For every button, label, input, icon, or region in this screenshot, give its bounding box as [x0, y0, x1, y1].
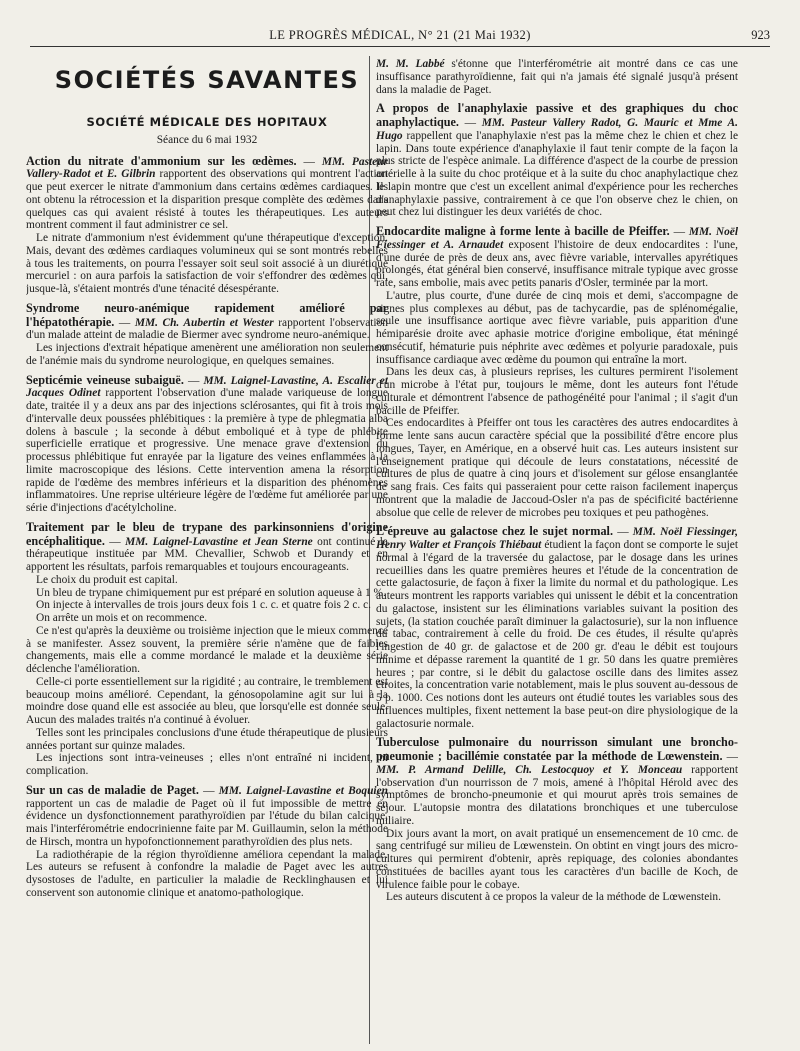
article-authors: MM. Pasteur Vallery Radot, G. Mauric et Mme A. Hugo [376, 117, 738, 142]
article [26, 784, 388, 900]
article-paragraph: Action du nitrate d'ammonium sur les œdèmes. — MM. Pasteur Vallery-Radot et E. Gilbrin rapportent des observations qui montrent l'action que peut exercer le nitrate d'ammonium dans certains œdèmes cardiaques. Ils ont obtenu la rétrocession et la disparition presque complète des œdèmes dans quelques cas qui avaient résisté à toutes les thérapeutiques. Les auteurs montrent comment il faut administrer ce sel. [26, 153, 388, 232]
article-paragraph [26, 574, 388, 587]
article-paragraph [376, 417, 738, 519]
article [26, 155, 388, 296]
paragraph-text: s'étonne que l'interférométrie ait montré dans ce cas une insuffisance parathyroïdienne, fait qui n'a jamais été signalé jusqu'à présent dans la maladie de Paget. [376, 58, 738, 96]
paragraph-text: étudient la façon dont se comporte le sujet normal à l'égard de la traversée du galactose, par le dosage dans les urines recueillies dans les quatre premières heures et l'étude de la concentration de cette galactosurie, de façon à fixer la limite du normal et du pathologique. Les auteurs montrent les rapports variables qui unissent le débit et la concentration du galactose, insistent sur les éliminations variables suivant la position des sujets, (la station couchée paraît diminuer la galactosurie), sur la non influence du tabac, contrairement à celle du froid. De ces études, il résulte qu'après l'ingestion de 40 gr. de galactose et de 200 gr. d'eau le débit est toujours minime et dépasse rarement la quantité de 1 gr. 50 dans les quatre premières heures ; par contre, si le débit du galactose oscille dans des limites assez étroites, la concentration varie notablement, mais le plus souvent au-dessous de 5 p. 1000. Ces notions dont les auteurs ont étudié toutes les variables sous des influences multiples, fixent nettement la base peut-on dire physiologique de la galactosurie normale. [376, 539, 738, 730]
article-paragraph [26, 599, 388, 612]
paragraph-text: rapportent l'observation d'une malade variqueuse de longue date, traitée il y a deux ans par des injections sclérosantes, qui fit à trois mois d'intervalle deux poussées phlébitiques : la première à type de phlegmatia alba dolens à bascule ; la seconde à début emboliqué et à type de phlébite superficielle erratique et progressive. Une menace grave d'extension du processus phlébitique fut enrayée par la ligature des veines enflammées à la limite macroscopique des lésions. Cette intervention amena la résorption rapide de l'œdème des membres inférieurs et la disparition des phénomènes inflammatoires. Une reprise ultérieure légère de l'œdème fut améliorée par une série d'injections d'acétylcholine. [26, 387, 388, 514]
article-paragraph [376, 290, 738, 367]
article-authors: MM. Laignel-Lavastine et Boquien [218, 784, 388, 797]
article-title: Septicémie veineuse subaiguë. [26, 372, 184, 387]
article-paragraph [376, 366, 738, 417]
paragraph-text: Celle-ci porte essentiellement sur la rigidité ; au contraire, le tremblement est beaucoup moins amélioré. Cependant, la génosopolamine agit sur lui à la moindre dose quand elle est associée au bleu, que lorsqu'elle est donnée seule. Aucun des malades traités n'a continué à évoluer. [26, 675, 388, 726]
article-authors: MM. Ch. Aubertin et Wester [134, 316, 274, 329]
paragraph-text: Le nitrate d'ammonium n'est évidemment qu'une thérapeutique d'exception. Mais, devant des œdèmes cardiaques volumineux qui se sont montrés rebelles à tous les traitements, on pourra l'essayer soit seul soit associé à un diurétique mercuriel : on aura parfois la satisfaction de voir s'effondrer des œdèmes qui, jusque-là, s'étaient montrés d'une ténacité désespérante. [26, 232, 388, 295]
article-paragraph: L'épreuve au galactose chez le sujet normal. — MM. Noël Fiessinger, Henry Walter et François Thiébaut étudient la façon dont se comporte le sujet normal à l'égard de la traversée du galactose, par le dosage dans les urines recueillies dans les quatre premières heures et l'étude de la concentration de cette galactosurie, de façon à fixer la limite du normal et du pathologique. Les auteurs montrent les rapports variables qui unissent le débit et la concentration du galactose, insistent sur les éliminations variables suivant la position des sujets, (la station couchée paraît diminuer la galactosurie), sur la non influence du tabac, contrairement à celle du froid. De ces études, il résulte qu'après l'ingestion de 40 gr. de galactose et de 200 gr. d'eau le débit est toujours minime et dépasse rarement la quantité de 1 gr. 50 dans les quatre premières heures ; par contre, si le débit du galactose oscille dans des limites assez étroites, la concentration varie notablement, mais le plus souvent au-dessous de 5 p. 1000. Ces notions dont les auteurs ont étudié toutes les variables sous des influences multiples, fixent nettement la base peut-on dire physiologique de la galactosurie normale. [376, 524, 738, 730]
article-paragraph: Septicémie veineuse subaiguë. — MM. Laignel-Lavastine, A. Escalier et Jacques Odinet rapportent l'observation d'une malade variqueuse de longue date, traitée il y a deux ans par des injections sclérosantes, qui fit à trois mois d'intervalle deux poussées phlébitiques : la première à type de phlegmatia alba dolens à bascule ; la seconde à début emboliqué et à type de phlébite superficielle erratique et progressive. Une menace grave d'extension du processus phlébitique fut enrayée par la ligature des veines enflammées à la limite macroscopique des lésions. Cette intervention amena la résorption rapide de l'œdème des membres inférieurs et la disparition des phénomènes inflammatoires. Une reprise ultérieure légère de l'œdème fut améliorée par une série d'injections d'acétylcholine. [26, 372, 388, 514]
article-paragraph [376, 891, 738, 904]
paragraph-text: On injecte à intervalles de trois jours deux fois 1 c. c. et quatre fois 2 c. c. [36, 599, 371, 612]
session-date: Séance du 6 mai 1932 [156, 133, 258, 146]
article-paragraph: Traitement par le bleu de trypane des parkinsonniens d'origine encéphalitique. — MM. Laignel-Lavastine et Jean Sterne ont continué la thérapeutique instituée par MM. Chevallier, Schwob et Durandy et en apportent les résultats, parfois remarquables et toujours encourageants. [26, 519, 388, 573]
running-header [30, 28, 770, 47]
article-authors: MM. Pasteur Vallery-Radot et E. Gilbrin [26, 155, 388, 181]
article [26, 521, 388, 778]
article-authors: MM. Noël Fiessinger, Henry Walter et François Thiébaut [376, 526, 738, 551]
article-paragraph [26, 849, 388, 900]
paragraph-text: rappellent que l'anaphylaxie n'est pas la même chez le chien et chez le lapin. Dans toute expérience d'anaphylaxie il faut tenir compte de la façon la plus stricte de l'espèce animale. La différence d'aspect de la courbe de pression artérielle à la suite du choc protéique et à la suite du choc anaphylactique chez le lapin montre que c'est un excellent animal d'expérience pour les recherches d'anaphylaxie passive, contrairement à ce que l'on observe chez le chien, on peut chez lui distinguer les deux variétés de choc. [376, 129, 738, 219]
page-number: 923 [751, 28, 770, 42]
paragraph-text: Le choix du produit est capital. [36, 573, 178, 586]
paragraph-text: Ces endocardites à Pfeiffer ont tous les caractères des autres endocardites à forme lente sans aucun caractère spécial que la possibilité d'être encore plus longues, Tayer, en Amérique, en a observé huit cas. Les auteurs insistent sur l'enseignement pratique qui découle de leurs constatations, nécessité de cultures de plus de quatre à cinq jours et d'isolement sur gélose ensanglantée de sang frais. Ces faits qui passeraient pour cette raison facilement inaperçus montrent que la maladie de Jaccoud-Osler n'a pas de spécificité bactérienne absolue que celle de relever de microbes peu toxiques et peu pathogènes. [376, 417, 738, 519]
article [376, 525, 738, 730]
article-paragraph: Syndrome neuro-anémique rapidement amélioré par l'hépatothérapie. — MM. Ch. Aubertin et Wester rapportent l'observation d'un malade atteint de maladie de Biermer avec syndrome neuro-anémique. [26, 300, 388, 342]
article-paragraph: Sur un cas de maladie de Paget. — MM. Laignel-Lavastine et Boquien rapportent un cas de maladie de Paget où il fut impossible de mettre en évidence un dysfonctionnement parathyroïdien par l'étude du bilan calcique, mais l'interférométrie endocrinienne faite par M. Guillaumin, selon la méthode de Hirsch, montra un hypofonctionnement parathyroïdien des plus nets. [26, 782, 388, 848]
article-paragraph [26, 625, 388, 676]
article-paragraph: Tuberculose pulmonaire du nourrisson simulant une broncho-pneumonie ; bacillémie constatée par la méthode de Lœwenstein. — MM. P. Armand Delille, Ch. Lestocquoy et Y. Monceau rapportent l'observation d'un nourrisson de 7 mois, amené à l'hôpital Hérold avec des symptômes de broncho-pneumonie et qui mourut après trois semaines de séjour. L'autopsie montra des dilatations bronchiques et une tuberculose miliaire. [376, 735, 738, 827]
paragraph-text: exposent l'histoire de deux endocardites : l'une, d'une durée de près de deux ans, avec fièvre variable, intervalles apyrétiques prolongés, état général bien conservé, insuffisance mitrale typique avec grosse rate, sans embolie, mais avec petits panaris d'Osler, terminée par la mort. [376, 238, 738, 289]
article [26, 302, 388, 368]
article-authors: M. M. Labbé [376, 58, 445, 70]
article-authors: MM. Laignel-Lavastine et Jean Sterne [125, 535, 313, 548]
article-authors: MM. Noël Fiessinger et A. Arnaudet [376, 226, 738, 251]
section-title: SOCIÉTÉS SAVANTES [54, 66, 360, 94]
paragraph-text: Ce n'est qu'après la deuxième ou troisième injection que le mieux commence à se manifester. Assez souvent, la première série n'amène que de faibles changements, mais elle a comme mordancé le malade et la deuxième série déclenche l'amélioration. [26, 624, 388, 675]
article-title: Action du nitrate d'ammonium sur les œdèmes. [26, 153, 297, 168]
article-paragraph [26, 232, 388, 296]
article-title: A propos de l'anaphylaxie passive et des graphiques du choc anaphylactique. [376, 101, 738, 129]
article-paragraph [26, 676, 388, 727]
paragraph-text: Les auteurs discutent à ce propos la valeur de la méthode de Lœwenstein. [386, 891, 721, 904]
paragraph-text: L'autre, plus courte, d'une durée de cinq mois et demi, s'accompagne de signes plus complexes au début, pas de tachycardie, pas de splénomégalie, seule une insuffisance aortique avec fièvre variable, puis apparition d'une hémiparésie droite avec aphasie motrice d'origine embolique, état méningé consécutif, hématurie puis néphrite avec œdèmes et polyurie paradoxale, puis insuffisance cardiaque avec œdème du poumon qui entraîne la mort. [376, 289, 738, 366]
paragraph-text: rapportent l'observation d'un nourrisson de 7 mois, amené à l'hôpital Hérold avec des symptômes de broncho-pneumonie et qui mourut après trois semaines de séjour. L'autopsie montra des dilatations bronchiques et une tuberculose miliaire. [376, 763, 738, 827]
paragraph-text: Les injections sont intra-veineuses ; elles n'ont entraîné ni incident, ni complication. [26, 752, 388, 777]
paragraph-text: On arrête un mois et on recommence. [36, 612, 208, 624]
article-title: Syndrome neuro-anémique rapidement amélioré par l'hépatothérapie. [26, 300, 388, 329]
article-paragraph [376, 828, 738, 892]
left-articles [26, 155, 388, 900]
paragraph-text: Les injections d'extrait hépatique amenèrent une amélioration non seulement de l'anémie mais du syndrome neurologique, en quelques semaines. [26, 342, 388, 367]
paragraph-text: Dans les deux cas, à plusieurs reprises, les cultures permirent l'isolement d'un microbe à l'état pur, toujours le même, dont les auteurs font l'étude culturale et démontrent l'absence de pathogénéité pour l'animal ; il s'agit d'un bacille de Pfeiffer. [376, 366, 738, 417]
article [376, 225, 738, 519]
right-column [376, 58, 738, 1043]
article-paragraph [26, 587, 388, 600]
article-paragraph: A propos de l'anaphylaxie passive et des graphiques du choc anaphylactique. — MM. Pasteur Vallery Radot, G. Mauric et Mme A. Hugo rappellent que l'anaphylaxie n'est pas la même chez le chien et chez le lapin. Dans toute expérience d'anaphylaxie il faut tenir compte de la façon la plus stricte de l'espèce animale. La différence d'aspect de la courbe de pression artérielle à la suite du choc protéique et à la suite du choc anaphylactique chez le lapin montre que c'est un excellent animal d'expérience pour les recherches d'anaphylaxie passive, contrairement à ce que l'on observe chez le chien, on peut chez lui distinguer les deux variétés de choc. [376, 101, 738, 219]
article [26, 374, 388, 515]
paragraph-text: rapportent un cas de maladie de Paget où il fut impossible de mettre en évidence un dysfonctionnement parathyroïdien par l'étude du bilan calcique, mais l'interférométrie endocrinienne faite par M. Guillaumin, selon la méthode de Hirsch, montra un hypofonctionnement parathyroïdien des plus nets. [26, 797, 388, 848]
article-title: L'épreuve au galactose chez le sujet normal. [376, 524, 613, 539]
paragraph-text: Un bleu de trypane chimiquement pur est préparé en solution aqueuse à 1 %. [36, 586, 386, 599]
article-title: Tuberculose pulmonaire du nourrisson simulant une broncho-pneumonie ; bacillémie constatée par la méthode de Lœwenstein. [376, 735, 738, 763]
paragraph-text: rapportent l'observation d'un malade atteint de maladie de Biermer avec syndrome neuro-anémique. [26, 316, 388, 342]
paragraph-text: Dix jours avant la mort, on avait pratiqué un ensemencement de 10 cmc. de sang centrifugé sur milieu de Lœwenstein. On obtint en vingt jours des micro-cultures qui permirent d'obtenir, après repiquage, des colonies abondantes constituées de bacilles ayant tous les caractères d'un bacille de Koch, de virulence faible pour le cobaye. [376, 827, 738, 891]
left-column [26, 58, 388, 1043]
paragraph-text: rapportent des observations qui montrent l'action que peut exercer le nitrate d'ammonium dans certains œdèmes cardiaques. Ils ont obtenu la rétrocession et la disparition presque complète des œdèmes dans quelques cas qui avaient résisté à toutes les thérapeutiques. Les auteurs montrent comment il faut administrer ce sel. [26, 168, 388, 232]
article [376, 736, 738, 904]
article-paragraph [26, 752, 388, 778]
article-paragraph [26, 342, 388, 368]
article-title: Endocardite maligne à forme lente à bacille de Pfeiffer. [376, 224, 670, 238]
article-paragraph [26, 612, 388, 625]
article-paragraph [376, 58, 738, 96]
article-paragraph [26, 727, 388, 753]
article [376, 58, 738, 96]
paragraph-text: ont continué la thérapeutique instituée par MM. Chevallier, Schwob et Durandy et en apportent les résultats, parfois remarquables et toujours encourageants. [26, 535, 388, 573]
paragraph-text: Telles sont les principales conclusions d'une étude thérapeutique de plusieurs années portant sur quinze malades. [26, 726, 388, 752]
article-paragraph: Endocardite maligne à forme lente à bacille de Pfeiffer. — MM. Noël Fiessinger et A. Arnaudet exposent l'histoire de deux endocardites : l'une, d'une durée de près de deux ans, avec fièvre variable, intervalles apyrétiques prolongés, état général bien conservé, insuffisance mitrale typique avec grosse rate, sans embolie, mais avec petits panaris d'Osler, terminée par la mort. [376, 224, 738, 289]
journal-title: LE PROGRÈS MÉDICAL, N° 21 (21 Mai 1932) [269, 28, 531, 42]
article-title: Sur un cas de maladie de Paget. [26, 782, 199, 797]
right-articles [376, 58, 738, 904]
society-heading: SOCIÉTÉ MÉDICALE DES HOPITAUX [86, 115, 328, 129]
article-title: Traitement par le bleu de trypane des parkinsonniens d'origine encéphalitique. [26, 519, 388, 548]
article-authors: MM. P. Armand Delille, Ch. Lestocquoy et Y. Monceau [376, 763, 683, 776]
paragraph-text: La radiothérapie de la région thyroïdienne améliora cependant la malade. Les auteurs se refusent à confondre la maladie de Paget avec les autres dysostoses de l'adulte, en particulier la maladie de Recklinghausen et lui conservent son autonomie clinique et anatomo-pathologique. [26, 848, 388, 899]
article [376, 102, 738, 219]
article-authors: MM. Laignel-Lavastine, A. Escalier et Jacques Odinet [26, 374, 388, 400]
